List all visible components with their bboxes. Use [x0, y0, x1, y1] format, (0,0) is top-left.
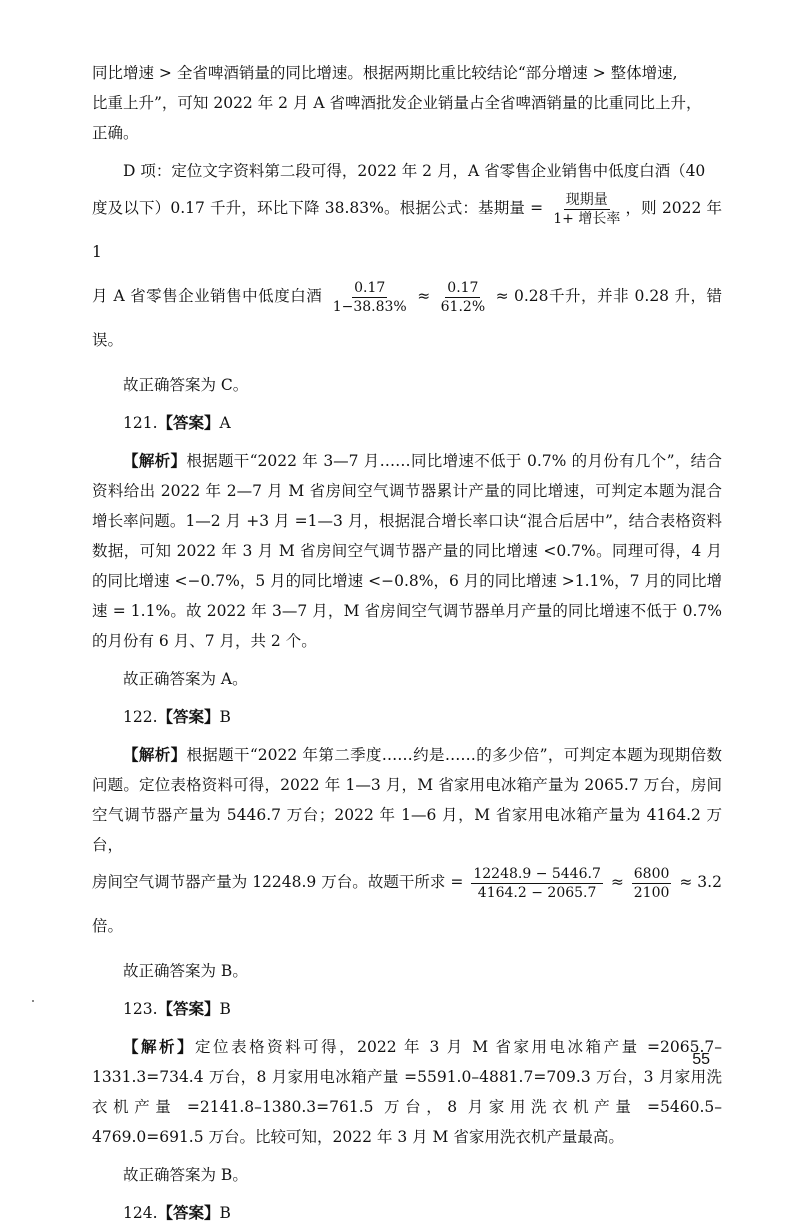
- fraction-numerator: 12248.9 − 5446.7: [473, 865, 601, 882]
- answer-value: B: [219, 708, 231, 726]
- fraction-base-formula: [551, 191, 622, 228]
- analysis-label: 【解析】: [123, 1038, 196, 1056]
- fraction-denominator: 61.2%: [440, 298, 486, 315]
- answer-value: B: [219, 1000, 231, 1018]
- answer-value: A: [219, 414, 231, 432]
- analysis-text: 根据题干“2022 年 3—7 月……同比增速不低于 0.7% 的月份有几个”，结合资料给出 2022 年 2—7 月 M 省房间空气调节器累计产量的同比增速，可判定本题为混合增长率问题。1—2 月 +3 月 =1—3 月，根据混合增长率口诀“混合后居中”，结合表格资料数据，可知 2022 年 3 月 M 省房间空气调节器产量的同比增速 <0.7%。同理可得，4 月的同比增速 <−0.7%，5 月的同比增速 <−0.8%，6 月的同比增速 >1.1%，7 月的同比增速 = 1.1%。故 2022 年 3—7 月，M 省房间空气调节器单月产量的同比增速不低于 0.7% 的月份有 6 月、7 月，共 2 个。: [92, 452, 722, 650]
- question-121-analysis: [92, 446, 722, 656]
- answer-line-b-122: 故正确答案为 B。: [123, 962, 248, 980]
- analysis-label: 【解析】: [123, 746, 187, 764]
- answer-label: 【答案】: [157, 1000, 220, 1018]
- question-122-formula: [92, 860, 722, 948]
- fraction-numerator: 现期量: [565, 191, 608, 208]
- text-segment: 房间空气调节器产量为 12248.9 万台。故题干所求 =: [92, 873, 464, 891]
- fraction-calc-2: [439, 279, 487, 316]
- answer-line-b-123: 故正确答案为 B。: [123, 1166, 248, 1184]
- text-segment: ≈ 3.2倍。: [92, 873, 722, 935]
- question-124-answer: [92, 1198, 722, 1228]
- text-line: 比重上升”，可知 2022 年 2 月 A 省啤酒批发企业销量占全省啤酒销量的比重同比上升，: [92, 94, 702, 112]
- analysis-text: 根据题干“2022 年第二季度……约是……的多少倍”，可判定本题为现期倍数问题。定位表格资料可得，2022 年 1—3 月，M 省家用电冰箱产量为 2065.7 万台，房间空气调节器产量为 5446.7 万台；2022 年 1—6 月，M 省家用电冰箱产量为 4164.2 万台，: [92, 746, 722, 854]
- text-segment: 月 A 省零售企业销售中低度白酒: [92, 287, 323, 305]
- fraction-denominator: 2100: [633, 884, 670, 901]
- question-number: 124.: [123, 1204, 158, 1222]
- answer-label: 【答案】: [157, 1204, 220, 1222]
- fraction-numerator: 0.17: [354, 279, 386, 296]
- text-segment: 度及以下）0.17 千升，环比下降 38.83%。根据公式：基期量 =: [92, 199, 544, 217]
- text-line: D 项：定位文字资料第二段可得，2022 年 2 月，A 省零售企业销售中低度白酒（40: [123, 162, 706, 180]
- approx-symbol: ≈: [417, 287, 431, 305]
- paragraph-option-d: [92, 156, 722, 186]
- question-123-answer: [92, 994, 722, 1024]
- question-number: 121.: [123, 414, 158, 432]
- document-body: [92, 58, 722, 1228]
- analysis-text: 定位表格资料可得，2022 年 3 月 M 省家用电冰箱产量 =2065.7–1331.3=734.4 万台，8 月家用电冰箱产量 =5591.0–4881.7=709.3 万台，3 月家用洗衣机产量 =2141.8–1380.3=761.5 万台，8 月家用洗衣机产量 =5460.5–4769.0=691.5 万台。比较可知，2022 年 3 月 M 省家用洗衣机产量最高。: [92, 1038, 722, 1146]
- fraction-denominator: 1+ 增长率: [553, 210, 621, 227]
- question-122-answer: [92, 702, 722, 732]
- paragraph-c-conclusion: [92, 58, 722, 148]
- scan-speck: [32, 1000, 34, 1002]
- text-line: 正确。: [92, 124, 139, 142]
- answer-line-c: 故正确答案为 C。: [123, 376, 249, 394]
- answer-label: 【答案】: [157, 708, 220, 726]
- answer-value: B: [219, 1204, 231, 1222]
- fraction-denominator: 4164.2 − 2065.7: [477, 884, 597, 901]
- question-number: 122.: [123, 708, 158, 726]
- fraction-numerator: 6800: [633, 865, 670, 882]
- answer-label: 【答案】: [157, 414, 220, 432]
- question-122-analysis: [92, 740, 722, 860]
- paragraph-option-d-calc: [92, 274, 722, 362]
- page-number: 55: [692, 1051, 710, 1068]
- fraction-estimate: [632, 865, 672, 902]
- fraction-denominator: 1−38.83%: [332, 298, 407, 315]
- question-121-answer: [92, 408, 722, 438]
- fraction-calc-1: [331, 279, 409, 316]
- question-number: 123.: [123, 1000, 158, 1018]
- question-123-analysis: [92, 1032, 722, 1152]
- approx-symbol: ≈: [610, 873, 624, 891]
- analysis-label: 【解析】: [123, 452, 187, 470]
- fraction-ratio: [471, 865, 603, 902]
- text-segment: ，则 2022 年 1: [92, 199, 722, 261]
- text-segment: ≈ 0.28千升，并非 0.28 升，错误。: [92, 287, 723, 349]
- answer-line-a: 故正确答案为 A。: [123, 670, 248, 688]
- fraction-numerator: 0.17: [447, 279, 479, 296]
- paragraph-option-d-formula: [92, 186, 722, 274]
- text-line: 同比增速 > 全省啤酒销量的同比增速。根据两期比重比较结论“部分增速 > 整体增速,: [92, 64, 678, 82]
